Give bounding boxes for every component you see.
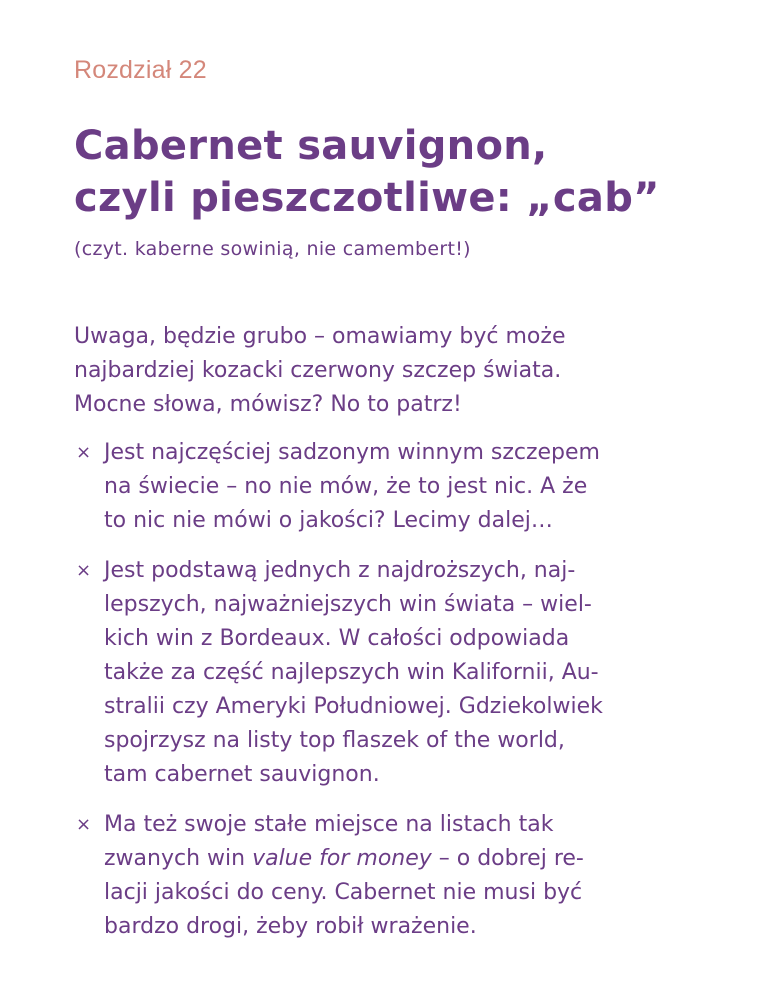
list-item-line: lepszych, najważniejszych win świata – wiel- bbox=[104, 592, 592, 617]
list-item-line: lacji jakości do ceny. Cabernet nie musi być bbox=[104, 880, 583, 905]
list-item-line: kich win z Bordeaux. W całości odpowiada bbox=[104, 626, 570, 651]
intro-line: Mocne słowa, mówisz? No to patrz! bbox=[74, 392, 462, 417]
text-segment: zwanych win bbox=[104, 846, 253, 871]
text-segment: – o dobrej re- bbox=[431, 846, 584, 871]
chapter-title bbox=[74, 120, 754, 224]
list-item-line: spojrzysz na listy top flaszek of the world, bbox=[104, 728, 565, 753]
list-item-line: Jest podstawą jednych z najdroższych, naj- bbox=[104, 558, 576, 583]
intro-line: najbardziej kozacki czerwony szczep świata. bbox=[74, 358, 562, 383]
list-item bbox=[74, 436, 734, 538]
list-item-line: bardzo drogi, żeby robił wrażenie. bbox=[104, 914, 477, 939]
cross-bullet-icon: × bbox=[76, 442, 92, 463]
list-item-line: Jest najczęściej sadzonym winnym szczepem bbox=[104, 440, 600, 465]
list-item-line: Ma też swoje stałe miejsce na listach tak bbox=[104, 812, 554, 837]
list-item-line: stralii czy Ameryki Południowej. Gdziekolwiek bbox=[104, 694, 603, 719]
list-item bbox=[74, 554, 734, 792]
cross-bullet-icon: × bbox=[76, 814, 92, 835]
list-item-line: to nic nie mówi o jakości? Lecimy dalej… bbox=[104, 508, 553, 533]
title-line: Cabernet sauvignon, bbox=[74, 123, 548, 169]
list-item-line: także za część najlepszych win Kalifornii, Au- bbox=[104, 660, 599, 685]
intro-line: Uwaga, będzie grubo – omawiamy być może bbox=[74, 324, 566, 349]
list-item-line bbox=[104, 842, 734, 876]
intro-paragraph bbox=[74, 320, 714, 422]
title-line: czyli pieszczotliwe: „cab” bbox=[74, 175, 660, 221]
list-item bbox=[74, 808, 734, 944]
emphasized-phrase: value for money bbox=[252, 846, 432, 871]
chapter-label: Rozdział 22 bbox=[74, 56, 207, 84]
list-item-line: tam cabernet sauvignon. bbox=[104, 762, 380, 787]
pronunciation-note: (czyt. kaberne sowinią, nie camembert!) bbox=[74, 238, 471, 260]
bullet-list bbox=[74, 436, 734, 960]
list-item-line: na świecie – no nie mów, że to jest nic. A że bbox=[104, 474, 588, 499]
cross-bullet-icon: × bbox=[76, 560, 92, 581]
